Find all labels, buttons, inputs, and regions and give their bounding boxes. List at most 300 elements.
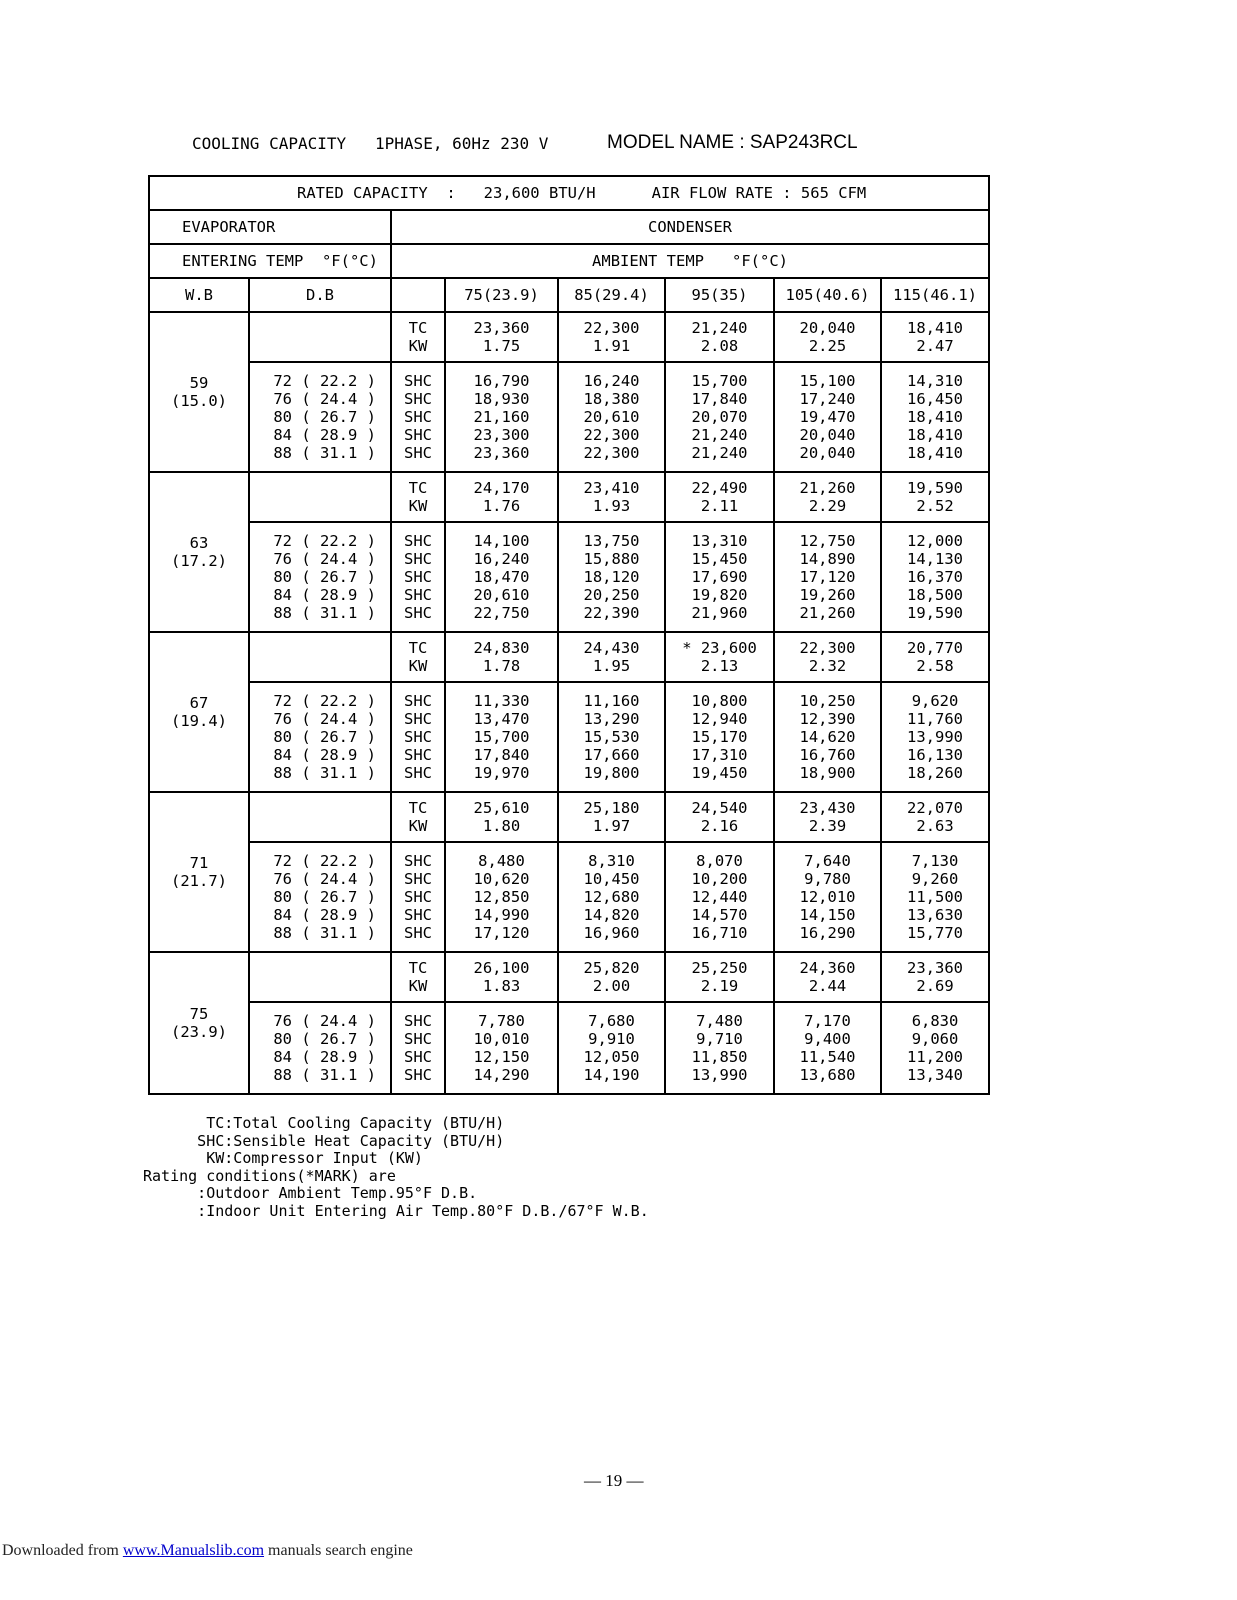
shc-value: 21,160 — [473, 408, 530, 426]
tc-value: * 23,600 — [682, 639, 757, 657]
kw-value: 2.58 — [916, 657, 954, 675]
shc-value: 17,660 — [583, 746, 640, 764]
shc-value: 18,410 — [907, 408, 964, 426]
shc-value: 14,100 — [473, 532, 530, 550]
kw-value: 1.80 — [482, 817, 521, 835]
shc-label: SHC — [404, 550, 432, 568]
db-temp: 76 ( 24.4 ) — [273, 550, 376, 568]
shc-value: 14,620 — [799, 728, 856, 746]
db-temps-cell — [249, 522, 391, 632]
shc-value: 9,910 — [588, 1030, 635, 1048]
db-temp: 72 ( 22.2 ) — [273, 692, 376, 710]
wb-header: W.B — [149, 278, 249, 312]
header-title: COOLING CAPACITY 1PHASE, 60Hz 230 V — [192, 134, 549, 153]
tc-value: 24,430 — [583, 639, 640, 657]
shc-value: 10,800 — [691, 692, 748, 710]
ambient-col-header: 85(29.4) — [558, 278, 665, 312]
kw-value: 1.93 — [592, 497, 631, 515]
shc-label: SHC — [404, 586, 432, 604]
shc-value: 10,250 — [799, 692, 856, 710]
download-footer — [2, 1542, 413, 1560]
shc-value: 9,780 — [804, 870, 851, 888]
shc-value: 8,310 — [588, 852, 635, 870]
shc-value-cell — [445, 842, 558, 952]
tc-kw-value-cell — [881, 312, 989, 362]
tc-kw-value-cell — [665, 632, 774, 682]
shc-value: 22,300 — [583, 444, 640, 462]
tc-value: 25,610 — [473, 799, 530, 817]
tc-kw-value-cell — [774, 792, 881, 842]
tc-kw-value-cell — [445, 792, 558, 842]
tc-kw-value-cell — [558, 792, 665, 842]
shc-value: 14,310 — [907, 372, 964, 390]
tc-value: 24,170 — [473, 479, 530, 497]
shc-value: 19,800 — [583, 764, 640, 782]
shc-value: 19,820 — [691, 586, 748, 604]
evaporator-header: EVAPORATOR — [149, 210, 391, 244]
shc-value: 14,820 — [583, 906, 640, 924]
shc-value: 21,240 — [691, 426, 748, 444]
shc-label: SHC — [404, 604, 432, 622]
db-blank-cell — [249, 472, 391, 522]
shc-label-cell — [391, 522, 445, 632]
shc-value-cell — [881, 362, 989, 472]
wb-value: 71 — [189, 854, 209, 872]
shc-value: 18,410 — [907, 426, 964, 444]
tc-kw-value-cell — [558, 632, 665, 682]
tc-value: 25,820 — [583, 959, 640, 977]
shc-value: 12,440 — [691, 888, 748, 906]
shc-row — [149, 1002, 989, 1094]
shc-value: 18,260 — [907, 764, 964, 782]
tc-kw-row — [149, 632, 989, 682]
shc-value: 18,470 — [473, 568, 530, 586]
shc-value-cell — [665, 362, 774, 472]
shc-label: SHC — [404, 568, 432, 586]
tc-value: 19,590 — [907, 479, 964, 497]
shc-label: SHC — [404, 888, 432, 906]
shc-value: 17,310 — [691, 746, 748, 764]
shc-value: 10,010 — [473, 1030, 530, 1048]
shc-label: SHC — [404, 906, 432, 924]
db-blank-cell — [249, 632, 391, 682]
tc-kw-value-cell — [445, 632, 558, 682]
shc-value-cell — [881, 682, 989, 792]
shc-value: 9,060 — [911, 1030, 959, 1048]
db-temp: 84 ( 28.9 ) — [273, 586, 376, 604]
shc-value: 16,130 — [907, 746, 964, 764]
tc-value: 26,100 — [473, 959, 530, 977]
tc-value: 23,360 — [907, 959, 964, 977]
shc-value: 19,590 — [907, 604, 964, 622]
kw-value: 2.44 — [808, 977, 847, 995]
shc-value: 14,290 — [473, 1066, 530, 1084]
shc-value: 22,390 — [583, 604, 640, 622]
kw-value: 1.95 — [592, 657, 631, 675]
shc-value: 18,380 — [583, 390, 640, 408]
shc-row — [149, 362, 989, 472]
shc-value: 14,990 — [473, 906, 530, 924]
shc-value: 20,040 — [799, 444, 856, 462]
db-temp: 80 ( 26.7 ) — [273, 568, 376, 586]
ambient-col-header: 115(46.1) — [881, 278, 989, 312]
shc-label: SHC — [404, 390, 432, 408]
tc-value: 24,540 — [691, 799, 748, 817]
shc-value: 9,620 — [911, 692, 959, 710]
tc-value: 24,830 — [473, 639, 530, 657]
db-temp: 72 ( 22.2 ) — [273, 852, 376, 870]
shc-label-cell — [391, 682, 445, 792]
tc-value: 20,040 — [799, 319, 856, 337]
tc-kw-label-cell — [391, 952, 445, 1002]
tc-value: 23,360 — [473, 319, 530, 337]
wb-value: 75 — [189, 1005, 209, 1023]
shc-value-cell — [558, 682, 665, 792]
shc-value: 9,260 — [911, 870, 959, 888]
shc-value: 15,700 — [473, 728, 530, 746]
db-header: D.B — [249, 278, 391, 312]
shc-label: SHC — [404, 924, 432, 942]
wb-cell — [149, 632, 249, 792]
shc-label: SHC — [404, 426, 432, 444]
db-blank-cell — [249, 952, 391, 1002]
shc-value-cell — [558, 522, 665, 632]
tc-kw-value-cell — [558, 312, 665, 362]
db-temp: 84 ( 28.9 ) — [273, 906, 376, 924]
shc-label-cell — [391, 1002, 445, 1094]
tc-value: 23,430 — [799, 799, 856, 817]
wb-celsius: (23.9) — [171, 1023, 227, 1041]
shc-label: SHC — [404, 1066, 432, 1084]
kw-value: 2.16 — [700, 817, 739, 835]
shc-value: 7,130 — [911, 852, 959, 870]
tc-kw-label-cell — [391, 312, 445, 362]
shc-value: 16,370 — [907, 568, 964, 586]
db-temp: 84 ( 28.9 ) — [273, 1048, 376, 1066]
shc-value-cell — [665, 522, 774, 632]
kw-label: KW — [408, 817, 428, 835]
shc-value: 18,500 — [907, 586, 964, 604]
tc-kw-label-cell — [391, 632, 445, 682]
shc-value-cell — [665, 1002, 774, 1094]
db-temp: 76 ( 24.4 ) — [273, 1012, 376, 1030]
db-temp: 76 ( 24.4 ) — [273, 390, 376, 408]
shc-value-cell — [558, 362, 665, 472]
shc-value: 21,960 — [691, 604, 748, 622]
wb-value: 63 — [189, 534, 209, 552]
shc-label: SHC — [404, 710, 432, 728]
db-temp: 84 ( 28.9 ) — [273, 426, 376, 444]
tc-value: 21,240 — [691, 319, 748, 337]
shc-value: 14,150 — [799, 906, 856, 924]
tc-kw-row — [149, 312, 989, 362]
shc-label: SHC — [404, 746, 432, 764]
shc-value-cell — [774, 362, 881, 472]
shc-value: 15,450 — [691, 550, 748, 568]
shc-value: 11,160 — [583, 692, 640, 710]
tc-kw-value-cell — [445, 312, 558, 362]
tc-kw-value-cell — [558, 952, 665, 1002]
shc-value-cell — [558, 842, 665, 952]
shc-value: 20,250 — [583, 586, 640, 604]
shc-value: 13,340 — [907, 1066, 964, 1084]
kw-value: 1.91 — [592, 337, 631, 355]
shc-value: 17,240 — [799, 390, 856, 408]
db-temp: 84 ( 28.9 ) — [273, 746, 376, 764]
manualslib-link[interactable]: www.Manualslib.com — [122, 1542, 265, 1559]
shc-value: 14,190 — [583, 1066, 640, 1084]
shc-value-cell — [881, 522, 989, 632]
kw-value: 1.97 — [592, 817, 631, 835]
shc-value: 21,260 — [799, 604, 856, 622]
shc-value: 16,710 — [691, 924, 748, 942]
kw-value: 2.25 — [808, 337, 847, 355]
db-temp: 72 ( 22.2 ) — [273, 532, 376, 550]
db-blank-cell — [249, 792, 391, 842]
shc-value: 20,610 — [583, 408, 640, 426]
shc-value: 22,750 — [473, 604, 530, 622]
shc-value-cell — [881, 842, 989, 952]
shc-value: 12,850 — [473, 888, 530, 906]
shc-value: 11,760 — [907, 710, 964, 728]
kw-label: KW — [408, 497, 428, 515]
tc-label: TC — [408, 479, 428, 497]
note-line: :Indoor Unit Entering Air Temp.80°F D.B./67°F W.B. — [143, 1201, 649, 1220]
tc-label: TC — [408, 319, 428, 337]
shc-value: 17,840 — [473, 746, 530, 764]
db-temp: 88 ( 31.1 ) — [273, 604, 376, 622]
model-name: MODEL NAME : SAP243RCL — [607, 132, 858, 153]
shc-value: 12,050 — [583, 1048, 640, 1066]
tc-kw-value-cell — [881, 632, 989, 682]
kw-label: KW — [408, 977, 428, 995]
shc-value: 19,260 — [799, 586, 856, 604]
shc-row — [149, 682, 989, 792]
shc-value-cell — [774, 522, 881, 632]
shc-value: 12,390 — [799, 710, 856, 728]
shc-value: 12,150 — [473, 1048, 530, 1066]
tc-label: TC — [408, 959, 428, 977]
tc-kw-value-cell — [774, 472, 881, 522]
shc-value: 13,310 — [691, 532, 748, 550]
shc-value: 12,010 — [799, 888, 856, 906]
shc-value: 16,450 — [907, 390, 964, 408]
db-temp: 76 ( 24.4 ) — [273, 870, 376, 888]
shc-value: 16,240 — [473, 550, 530, 568]
shc-value: 18,930 — [473, 390, 530, 408]
tc-value: 25,180 — [583, 799, 640, 817]
shc-label-cell — [391, 362, 445, 472]
shc-value: 17,690 — [691, 568, 748, 586]
shc-value: 18,120 — [583, 568, 640, 586]
tc-value: 20,770 — [907, 639, 964, 657]
shc-value: 23,300 — [473, 426, 530, 444]
shc-value: 16,960 — [583, 924, 640, 942]
shc-value: 9,400 — [804, 1030, 851, 1048]
tc-value: 25,250 — [691, 959, 748, 977]
shc-value: 16,790 — [473, 372, 530, 390]
shc-row — [149, 842, 989, 952]
label-header-blank — [391, 278, 445, 312]
shc-value: 11,850 — [691, 1048, 748, 1066]
shc-value: 13,470 — [473, 710, 530, 728]
shc-value: 11,200 — [907, 1048, 964, 1066]
shc-label: SHC — [404, 1048, 432, 1066]
shc-value: 15,700 — [691, 372, 748, 390]
shc-label: SHC — [404, 728, 432, 746]
ambient-temp-header: AMBIENT TEMP °F(°C) — [391, 244, 989, 278]
note-line: KW:Compressor Input (KW) — [143, 1149, 423, 1167]
shc-value-cell — [665, 682, 774, 792]
kw-label: KW — [408, 337, 428, 355]
shc-value: 19,470 — [799, 408, 856, 426]
db-temp: 72 ( 22.2 ) — [273, 372, 376, 390]
tc-label: TC — [408, 799, 428, 817]
tc-value: 22,300 — [799, 639, 856, 657]
shc-row — [149, 522, 989, 632]
kw-value: 2.13 — [700, 657, 739, 675]
tc-kw-value-cell — [881, 792, 989, 842]
shc-value: 16,290 — [799, 924, 856, 942]
shc-label: SHC — [404, 1012, 432, 1030]
shc-value: 10,200 — [691, 870, 748, 888]
shc-value: 17,840 — [691, 390, 748, 408]
db-temp: 88 ( 31.1 ) — [273, 1066, 376, 1084]
kw-value: 1.78 — [482, 657, 521, 675]
tc-kw-value-cell — [881, 952, 989, 1002]
wb-value: 59 — [189, 374, 209, 392]
shc-value: 6,830 — [911, 1012, 959, 1030]
wb-celsius: (15.0) — [171, 392, 227, 410]
tc-value: 18,410 — [907, 319, 964, 337]
tc-kw-value-cell — [665, 472, 774, 522]
shc-value: 11,500 — [907, 888, 964, 906]
wb-celsius: (17.2) — [171, 552, 227, 570]
notes — [143, 1115, 649, 1220]
shc-value: 20,610 — [473, 586, 530, 604]
shc-value-cell — [881, 1002, 989, 1094]
shc-label: SHC — [404, 692, 432, 710]
wb-cell — [149, 472, 249, 632]
footer-prefix: Downloaded from — [2, 1542, 123, 1559]
shc-value-cell — [774, 842, 881, 952]
note-line: TC:Total Cooling Capacity (BTU/H) — [143, 1114, 505, 1132]
tc-value: 24,360 — [799, 959, 856, 977]
db-temps-cell — [249, 1002, 391, 1094]
shc-value: 12,940 — [691, 710, 748, 728]
kw-value: 2.08 — [700, 337, 739, 355]
condenser-header: CONDENSER — [391, 210, 989, 244]
shc-value: 11,330 — [473, 692, 530, 710]
tc-kw-value-cell — [881, 472, 989, 522]
wb-cell — [149, 792, 249, 952]
shc-value: 15,770 — [907, 924, 964, 942]
note-line: :Outdoor Ambient Temp.95°F D.B. — [143, 1184, 478, 1202]
shc-value: 12,750 — [799, 532, 856, 550]
shc-value: 7,780 — [478, 1012, 525, 1030]
shc-value: 11,540 — [799, 1048, 856, 1066]
tc-kw-value-cell — [774, 312, 881, 362]
wb-celsius: (21.7) — [171, 872, 227, 890]
shc-label-cell — [391, 842, 445, 952]
shc-value: 13,290 — [583, 710, 640, 728]
page-number: — 19 — — [584, 1471, 644, 1490]
kw-value: 2.00 — [592, 977, 631, 995]
cooling-capacity-table — [148, 175, 990, 1095]
shc-label: SHC — [404, 1030, 432, 1048]
ambient-col-header: 105(40.6) — [774, 278, 881, 312]
shc-value: 13,990 — [907, 728, 964, 746]
shc-value: 21,240 — [691, 444, 748, 462]
shc-value-cell — [445, 522, 558, 632]
shc-value-cell — [774, 682, 881, 792]
note-line: SHC:Sensible Heat Capacity (BTU/H) — [143, 1131, 505, 1150]
shc-value: 20,040 — [799, 426, 856, 444]
shc-value: 15,880 — [583, 550, 640, 568]
db-temp: 80 ( 26.7 ) — [273, 1030, 376, 1048]
shc-value: 18,410 — [907, 444, 964, 462]
tc-kw-value-cell — [774, 952, 881, 1002]
shc-value-cell — [445, 682, 558, 792]
kw-value: 2.52 — [916, 497, 954, 515]
tc-kw-value-cell — [558, 472, 665, 522]
shc-value-cell — [665, 842, 774, 952]
wb-cell — [149, 312, 249, 472]
tc-kw-value-cell — [665, 952, 774, 1002]
wb-value: 67 — [189, 694, 209, 712]
tc-kw-label-cell — [391, 792, 445, 842]
tc-kw-row — [149, 952, 989, 1002]
tc-value: 22,490 — [691, 479, 748, 497]
wb-celsius: (19.4) — [171, 712, 227, 730]
shc-value: 23,360 — [473, 444, 530, 462]
shc-value: 13,680 — [799, 1066, 856, 1084]
shc-value-cell — [774, 1002, 881, 1094]
tc-kw-value-cell — [774, 632, 881, 682]
tc-value: 22,300 — [583, 319, 640, 337]
db-temps-cell — [249, 682, 391, 792]
rated-capacity-row — [297, 176, 989, 210]
kw-value: 2.32 — [808, 657, 847, 675]
shc-label: SHC — [404, 870, 432, 888]
shc-value: 22,300 — [583, 426, 640, 444]
tc-value: 22,070 — [907, 799, 964, 817]
shc-value: 15,100 — [799, 372, 856, 390]
shc-value: 9,710 — [696, 1030, 743, 1048]
kw-value: 1.83 — [482, 977, 521, 995]
shc-value: 15,170 — [691, 728, 748, 746]
shc-label: SHC — [404, 852, 432, 870]
note-line: Rating conditions(*MARK) are — [143, 1166, 396, 1185]
shc-value: 10,620 — [473, 870, 530, 888]
shc-value: 8,480 — [478, 852, 525, 870]
shc-value: 10,450 — [583, 870, 640, 888]
db-temp: 80 ( 26.7 ) — [273, 408, 376, 426]
db-temp: 88 ( 31.1 ) — [273, 764, 376, 782]
kw-value: 2.19 — [700, 977, 739, 995]
kw-value: 2.69 — [916, 977, 954, 995]
shc-label: SHC — [404, 444, 432, 462]
shc-label: SHC — [404, 408, 432, 426]
shc-value: 7,480 — [696, 1012, 743, 1030]
shc-value: 14,570 — [691, 906, 748, 924]
db-temp: 88 ( 31.1 ) — [273, 444, 376, 462]
tc-kw-value-cell — [445, 472, 558, 522]
shc-value: 18,900 — [799, 764, 856, 782]
kw-value: 2.39 — [808, 817, 847, 835]
db-temp: 80 ( 26.7 ) — [273, 888, 376, 906]
kw-value: 1.76 — [482, 497, 521, 515]
